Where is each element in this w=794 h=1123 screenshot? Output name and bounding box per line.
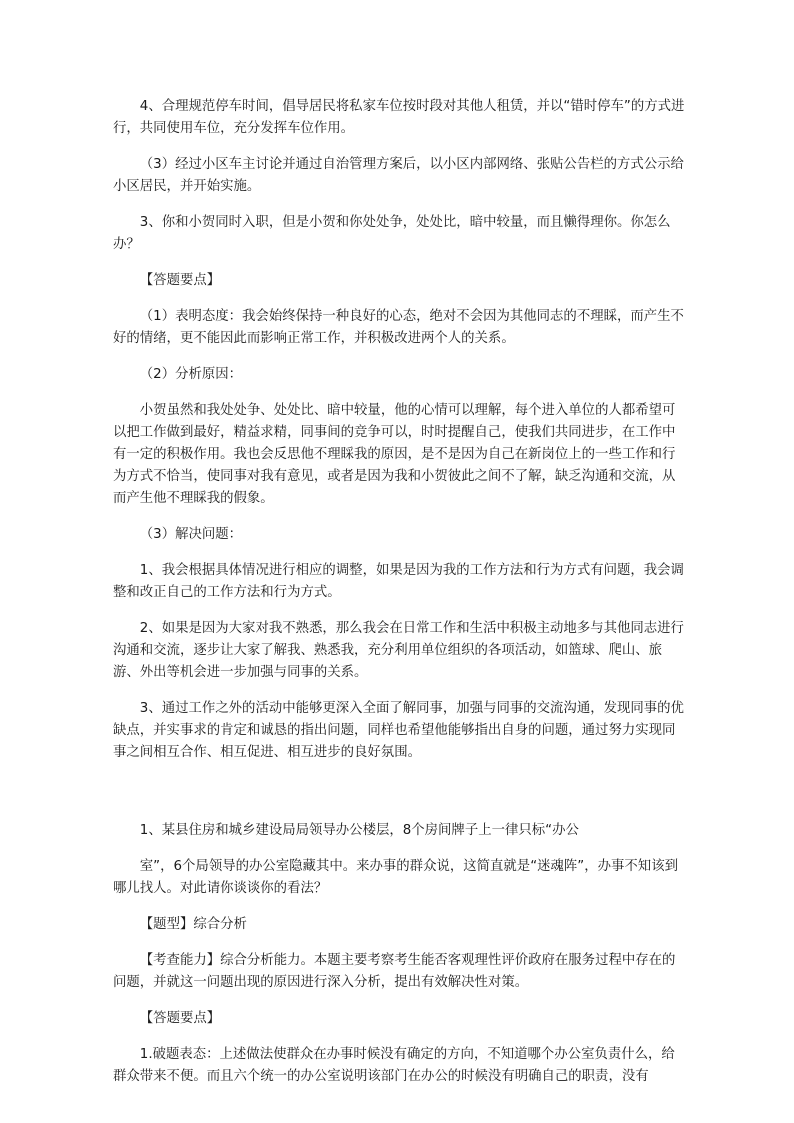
- paragraph-question-office-line2: 室”，6个局领导的办公室隐藏其中。来办事的群众说，这简直就是“迷魂阵”，办事不知该到哪儿找人。对此请你谈谈你的看法？: [113, 859, 678, 896]
- paragraph-question-type: 【题型】综合分析: [139, 917, 247, 932]
- paragraph-attitude: （1）表明态度：我会始终保持一种良好的心态，绝对不会因为其他同志的不理睬，而产生不好的情绪，更不能因此而影响正常工作，并积极改进两个人的关系。: [113, 309, 684, 346]
- paragraph-implementation: （3）经过小区车主讨论并通过自治管理方案后，以小区内部网络、张贴公告栏的方式公示给小区居民，并开始实施。: [113, 157, 684, 194]
- document-page: [113, 96, 685, 1088]
- paragraph-question-office-line1: 1、某县住房和城乡建设局局领导办公楼层，8个房间牌子上一律只标“办公: [139, 823, 579, 838]
- paragraph-solution-1: 1、我会根据具体情况进行相应的调整，如果是因为我的工作方法和行为方式有问题，我会调整和改正自己的工作方法和行为方式。: [113, 563, 684, 600]
- paragraph-cause-analysis: 小贺虽然和我处处争、处处比、暗中较量，他的心情可以理解，每个进入单位的人都希望可以把工作做到最好，精益求精，同事间的竞争可以，时时提醒自己，使我们共同进步，在工作中有一定的积极作用。我也会反思他不理睬我的原因，是不是因为自己在新岗位上的一些工作和行为方式不恰当，使同事对我有意见，或者是因为我和小贺彼此之间不了解，缺乏沟通和交流，从而产生他不理睬我的假象。: [113, 403, 676, 506]
- paragraph-solution-3: 3、通过工作之外的活动中能够更深入全面了解同事，加强与同事的交流沟通，发现同事的优缺点，并实事求的肯定和诚恳的指出问题，同样也希望他能够指出自身的问题，通过努力实现同事之间相互合作、相互促进、相互进步的良好氛围。: [113, 701, 684, 760]
- paragraph-ability-tested: 【考查能力】综合分析能力。本题主要考察考生能否客观理性评价政府在服务过程中存在的问题，并就这一问题出现的原因进行深入分析，提出有效解决性对策。: [113, 953, 676, 990]
- heading-analyze-cause: （2）分析原因：: [139, 367, 243, 382]
- heading-answer-points: 【答题要点】: [139, 273, 221, 288]
- paragraph-solution-2: 2、如果是因为大家对我不熟悉，那么我会在日常工作和生活中积极主动地多与其他同志进行沟通和交流，逐步让大家了解我、熟悉我，充分利用单位组织的各项活动，如篮球、爬山、旅游、外出等机会进一步加强与同事的关系。: [113, 621, 684, 680]
- paragraph-question-3: 3、你和小贺同时入职，但是小贺和你处处争，处处比，暗中较量，而且懒得理你。你怎么办？: [113, 215, 671, 252]
- paragraph-parking-time: 4、合理规范停车时间，倡导居民将私家车位按时段对其他人租赁，并以“错时停车”的方式进行，共同使用车位，充分发挥车位作用。: [113, 99, 685, 136]
- heading-answer-points-2: 【答题要点】: [139, 1011, 221, 1026]
- paragraph-opening-statement: 1.破题表态：上述做法使群众在办事时候没有确定的方向，不知道哪个办公室负责什么，给群众带来不便。而且六个统一的办公室说明该部门在办公的时候没有明确自己的职责，没有: [113, 1047, 675, 1084]
- heading-solve-problem: （3）解决问题：: [139, 527, 243, 542]
